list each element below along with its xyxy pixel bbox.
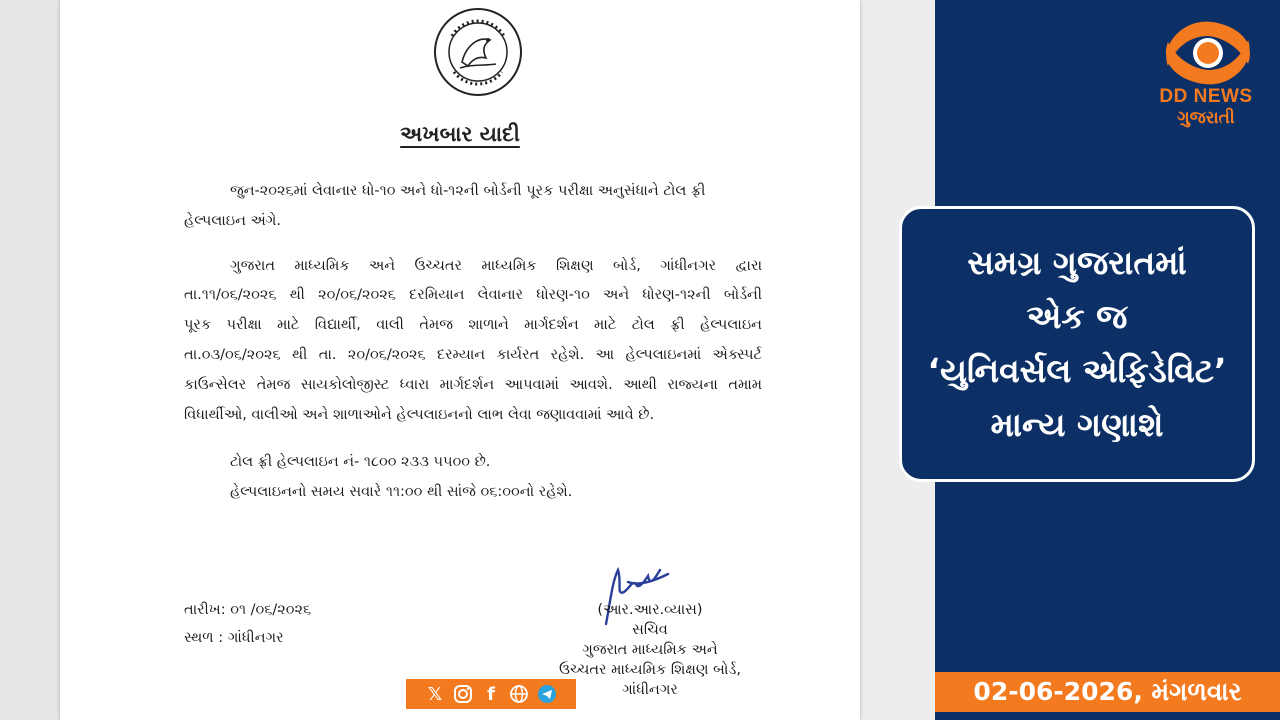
brand-subname: ગુજરાતી [1177, 108, 1235, 128]
body-line-4: તા.૦૩/૦૬/૨૦૨૬ થી તા. ૨૦/૦૬/૨૦૨૬ દરમ્યાન કાર્યરત રહેશે. આ હેલ્પલાઇનમાં એક્સ્પર્ટ [184, 347, 762, 363]
signatory-org-line3: ગાંધીનગર [622, 682, 678, 698]
subject-line-1: જુન-૨૦૨૬માં લેવાનાર ધો-૧૦ અને ધો-૧૨ની બોર્ડની પૂરક પરીક્ષા અનુસંધાને ટોલ ફ્રી [230, 183, 706, 199]
x-icon[interactable]: 𝕏 [427, 683, 443, 705]
signatory-org-line2: ઉચ્ચતર માધ્યમિક શિક્ષણ બોર્ડ, [559, 662, 741, 678]
board-seal-icon [432, 6, 524, 98]
body-line-2: તા.૧૧/૦૬/૨૦૨૬ થી ૨૦/૦૬/૨૦૨૬ દરમિયાન લેવાનાર ધોરણ-૧૦ અને ધોરણ-૧૨ની બોર્ડની [184, 287, 762, 303]
body-line-3: પૂરક પરીક્ષા માટે વિદ્યાર્થી, વાલી તેમજ શાળાને માર્ગદર્શન માટે ટોલ ફ્રી હેલ્પલાઇન [184, 317, 762, 333]
telegram-icon[interactable] [536, 683, 558, 705]
document-date: તારીખ: ૦૧ /૦૬/૨૦૨૬ [184, 602, 312, 618]
signatory-org-line1: ગુજરાત માધ્યમિક અને [582, 642, 718, 658]
subject-line-2: હેલ્પલાઇન અંગે. [184, 213, 282, 229]
signatory-name: (આર.આર.વ્યાસ) [597, 602, 703, 618]
press-release-document [60, 0, 860, 720]
helpline-time: હેલ્પલાઇનનો સમય સવારે ૧૧:૦૦ થી સાંજે ૦૬:૦૦નો રહેશે. [230, 484, 573, 500]
headline-line-4: માન્ય ગણાશે [990, 405, 1164, 444]
helpline-number: ટોલ ફ્રી હેલ્પલાઇન નં- ૧૮૦૦ ૨૩૩ ૫૫૦૦ છે. [230, 454, 491, 470]
brand-name: DD NEWS [1159, 86, 1253, 107]
headline-line-3: ‘યુનિવર્સલ એફિડેવિટ’ [927, 351, 1227, 390]
signatory-designation: સચિવ [632, 622, 668, 638]
document-place: સ્થળ : ગાંધીનગર [184, 630, 284, 646]
date-bar: 02-06-2026, મંગળવાર [935, 672, 1280, 712]
document-title: અખબાર યાદી [400, 122, 520, 146]
dd-news-logo-icon [1158, 14, 1258, 92]
headline-line-2: એક જ [1026, 297, 1128, 336]
web-icon[interactable] [508, 683, 530, 705]
facebook-icon[interactable]: f [487, 683, 495, 705]
social-links-bar [406, 679, 576, 709]
headline-box [899, 206, 1255, 482]
instagram-icon[interactable] [452, 683, 474, 705]
body-line-5: કાઉન્સેલર તેમજ સાયકોલોજીસ્ટ ધ્વારા માર્ગદર્શન આપવામાં આવશે. આથી રાજ્યના તમામ [184, 377, 762, 393]
body-line-6: વિધાર્થીઓ, વાલીઓ અને શાળાઓને હેલ્પલાઇનનો લાભ લેવા જણાવવામાં આવે છે. [184, 407, 655, 423]
headline-line-1: સમગ્ર ગુજરાતમાં [967, 243, 1187, 282]
signature-icon [588, 552, 678, 632]
body-line-1: ગુજરાત માધ્યમિક અને ઉચ્ચતર માધ્યમિક શિક્ષણ બોર્ડ, ગાંધીનગર દ્વારા [230, 258, 762, 274]
background-left [0, 0, 60, 720]
